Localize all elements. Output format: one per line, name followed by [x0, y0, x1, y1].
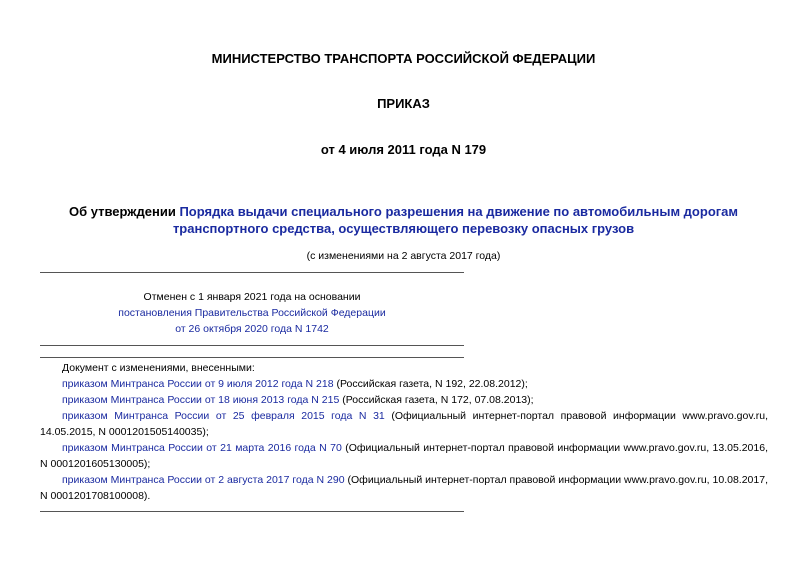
divider — [40, 357, 464, 358]
amendments-intro: Документ с изменениями, внесенными: — [62, 362, 255, 374]
amendment-link[interactable]: приказом Минтранса России от 9 июля 2012 года N 218 — [62, 378, 334, 390]
amendment-link[interactable]: приказом Минтранса России от 21 марта 2016 года N 70 — [62, 442, 342, 454]
amendment-source: (Официальный интернет-портал правовой информации www.pravo.gov.ru, 14.05.2015, N 0001201505140035); — [40, 410, 768, 438]
changes-note: (с изменениями на 2 августа 2017 года) — [306, 250, 501, 262]
amendment-source: (Официальный интернет-портал правовой информации www.pravo.gov.ru, 10.08.2017, N 0001201708100008). — [40, 474, 768, 502]
document-type: ПРИКАЗ — [377, 96, 430, 111]
amendment-link[interactable]: приказом Минтранса России от 2 августа 2017 года N 290 — [62, 474, 345, 486]
amendment-link[interactable]: приказом Минтранса России от 25 февраля 2015 года N 31 — [62, 410, 385, 422]
list-item — [40, 472, 768, 504]
list-item — [40, 376, 768, 392]
amendments-list — [40, 360, 768, 504]
document-date-number: от 4 июля 2011 года N 179 — [320, 142, 487, 157]
amendment-source: (Официальный интернет-портал правовой информации www.pravo.gov.ru, 13.05.2016, N 0001201605130005); — [40, 442, 768, 470]
title-prefix: Об утверждении — [68, 204, 180, 219]
cancellation-block — [40, 289, 464, 337]
document-title — [0, 203, 807, 237]
ministry-heading: МИНИСТЕРСТВО ТРАНСПОРТА РОССИЙСКОЙ ФЕДЕРАЦИИ — [211, 51, 596, 66]
cancellation-link-line1[interactable]: постановления Правительства Российской Федерации — [118, 307, 386, 319]
title-link-line2[interactable]: транспортного средства, осуществляющего перевозку опасных грузов — [172, 221, 635, 236]
amendment-source: (Российская газета, N 172, 07.08.2013); — [339, 394, 534, 406]
divider — [40, 511, 464, 512]
amendment-link[interactable]: приказом Минтранса России от 18 июня 2013 года N 215 — [62, 394, 340, 406]
cancellation-text: Отменен с 1 января 2021 года на основании — [143, 291, 361, 303]
title-link-line1[interactable]: Порядка выдачи специального разрешения на движение по автомобильным дорогам — [179, 204, 739, 219]
cancellation-link-line2[interactable]: от 26 октября 2020 года N 1742 — [175, 323, 329, 335]
divider — [40, 345, 464, 346]
amendment-source: (Российская газета, N 192, 22.08.2012); — [333, 378, 528, 390]
list-item — [40, 440, 768, 472]
divider — [40, 272, 464, 273]
list-item — [40, 408, 768, 440]
list-item — [40, 392, 768, 408]
